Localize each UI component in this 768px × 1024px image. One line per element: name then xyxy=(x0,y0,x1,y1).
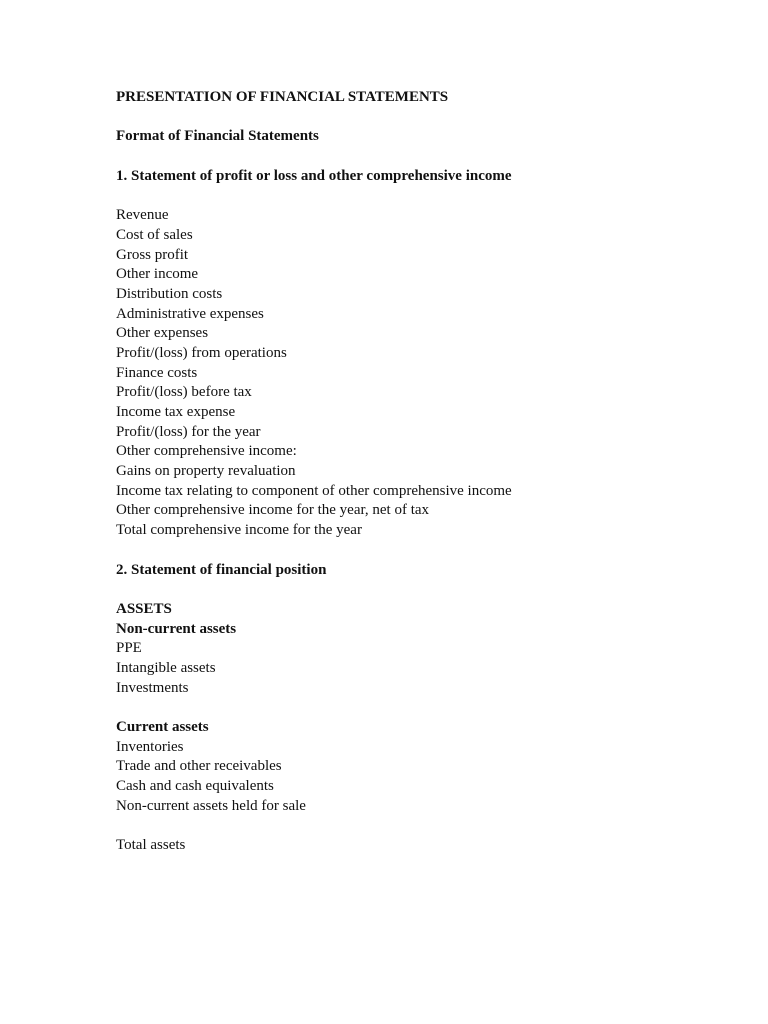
non-current-assets-heading: Non-current assets xyxy=(116,620,237,637)
spacer xyxy=(116,580,736,600)
spacer xyxy=(116,147,736,167)
section2-heading: 2. Statement of financial position xyxy=(116,561,327,578)
list-item: Non-current assets held for sale xyxy=(116,797,306,814)
assets-heading: ASSETS xyxy=(116,600,172,617)
list-item: Revenue xyxy=(116,207,169,224)
document-subtitle: Format of Financial Statements xyxy=(116,128,319,145)
list-item: Other expenses xyxy=(116,325,209,342)
list-item: Cash and cash equivalents xyxy=(116,778,274,795)
list-item: Other comprehensive income: xyxy=(116,443,297,460)
list-item: Administrative expenses xyxy=(116,305,264,322)
list-item: Distribution costs xyxy=(116,285,223,302)
list-item: Profit/(loss) from operations xyxy=(116,344,287,361)
spacer xyxy=(116,108,736,128)
list-item: Income tax expense xyxy=(116,404,236,420)
list-item: Investments xyxy=(116,679,189,696)
total-assets: Total assets xyxy=(116,837,186,854)
list-item: Total comprehensive income for the year xyxy=(116,522,362,539)
spacer xyxy=(116,698,736,718)
list-item: Inventories xyxy=(116,738,184,755)
spacer xyxy=(116,186,736,206)
list-item: Profit/(loss) before tax xyxy=(116,384,252,401)
list-item: Trade and other receivables xyxy=(116,758,282,775)
list-item: Gains on property revaluation xyxy=(116,463,296,480)
list-item: Income tax relating to component of other comprehensive income xyxy=(116,482,512,499)
document-body xyxy=(116,88,736,856)
list-item: PPE xyxy=(116,640,142,657)
current-assets-heading: Current assets xyxy=(116,719,209,735)
current-assets-list xyxy=(116,738,736,817)
list-item: Profit/(loss) for the year xyxy=(116,423,261,440)
list-item: Cost of sales xyxy=(116,226,193,243)
document-title: PRESENTATION OF FINANCIAL STATEMENTS xyxy=(116,89,449,105)
list-item: Other comprehensive income for the year, net of tax xyxy=(116,502,430,519)
spacer xyxy=(116,541,736,561)
section1-heading: 1. Statement of profit or loss and other comprehensive income xyxy=(116,167,512,184)
list-item: Gross profit xyxy=(116,246,189,263)
list-item: Intangible assets xyxy=(116,659,216,676)
list-item: Other income xyxy=(116,266,199,283)
non-current-assets-list xyxy=(116,639,736,698)
income-statement-list xyxy=(116,206,736,541)
spacer xyxy=(116,816,736,836)
list-item: Finance costs xyxy=(116,364,198,381)
